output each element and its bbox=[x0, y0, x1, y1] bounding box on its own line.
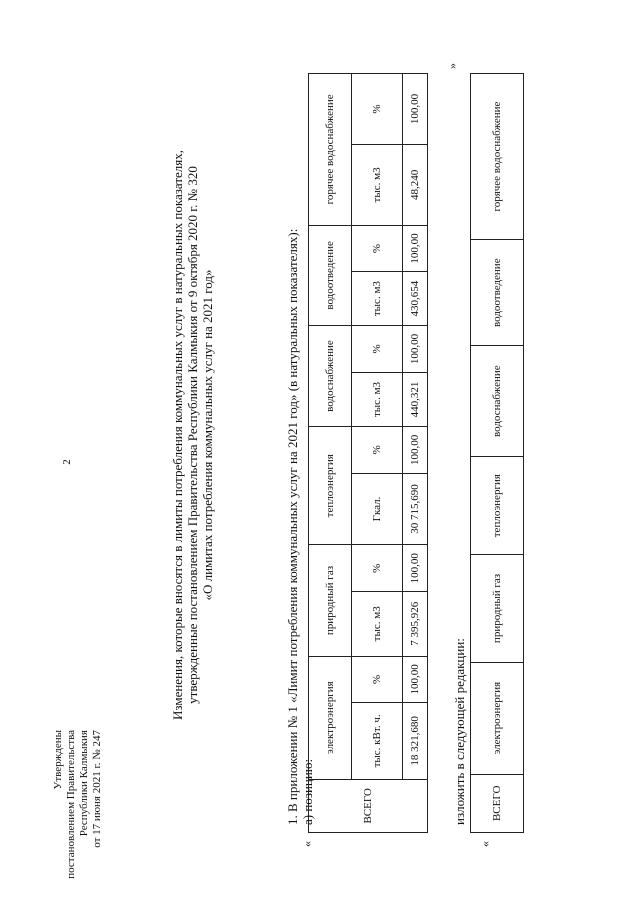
group-header: электроэнергия bbox=[471, 662, 524, 774]
unit-cell: % bbox=[352, 656, 403, 703]
item-1: 1. В приложении № 1 «Лимит потребления коммунальных услуг на 2021 год» (в натуральных показателях): bbox=[285, 228, 300, 825]
unit-cell: Гкал. bbox=[352, 473, 403, 545]
value-cell: 100,00 bbox=[403, 656, 428, 703]
open-quote: « bbox=[300, 841, 314, 847]
unit-cell: тыс. м3 bbox=[352, 591, 403, 656]
approval-line: постановлением Правительства bbox=[65, 730, 77, 879]
unit-cell: тыс. м3 bbox=[352, 372, 403, 426]
unit-cell: % bbox=[352, 545, 403, 592]
group-header: горячее водоснабжение bbox=[309, 74, 352, 226]
group-header: природный газ bbox=[471, 555, 524, 662]
approval-line: Республики Калмыкия bbox=[78, 730, 90, 837]
group-header: горячее водоснабжение bbox=[471, 74, 524, 240]
value-cell: 100,00 bbox=[403, 225, 428, 272]
document-title bbox=[170, 85, 215, 785]
value-cell: 7 395,926 bbox=[403, 591, 428, 656]
limits-table-new bbox=[470, 73, 524, 833]
value-cell: 100,00 bbox=[403, 325, 428, 372]
group-header: водоотведение bbox=[471, 240, 524, 346]
value-cell: 100,00 bbox=[403, 74, 428, 145]
approval-block bbox=[52, 730, 104, 879]
group-header: теплоэнергия bbox=[471, 456, 524, 554]
unit-cell: тыс. м3 bbox=[352, 145, 403, 226]
group-header: теплоэнергия bbox=[309, 427, 352, 545]
limits-table-old bbox=[308, 73, 428, 833]
group-header: водоснабжение bbox=[309, 325, 352, 426]
value-cell: 430,654 bbox=[403, 272, 428, 326]
approval-line: от 17 июня 2021 г. № 247 bbox=[91, 730, 103, 848]
restate-note: изложить в следующей редакции: bbox=[452, 638, 467, 825]
title-line: Изменения, которые вносятся в лимиты потребления коммунальных услуг в натуральных показателях, bbox=[170, 150, 185, 720]
group-header: водоснабжение bbox=[471, 346, 524, 457]
unit-cell: % bbox=[352, 225, 403, 272]
value-cell: 18 321,680 bbox=[403, 703, 428, 780]
group-header: водоотведение bbox=[309, 225, 352, 325]
unit-cell: % bbox=[352, 74, 403, 145]
title-line: утвержденные постановлением Правительства Республики Калмыкия от 9 октября 2020 г. № 320 bbox=[185, 166, 200, 704]
unit-cell: тыс. м3 bbox=[352, 272, 403, 326]
page-number: 2 bbox=[60, 459, 73, 465]
total-cell: ВСЕГО bbox=[309, 779, 428, 832]
total-cell: ВСЕГО bbox=[471, 774, 524, 832]
approval-line: Утверждены bbox=[52, 730, 64, 790]
unit-cell: % bbox=[352, 325, 403, 372]
value-cell: 100,00 bbox=[403, 427, 428, 474]
value-cell: 30 715,690 bbox=[403, 473, 428, 545]
close-quote: » bbox=[445, 63, 459, 69]
title-line: «О лимитах потребления коммунальных услуг на 2021 год» bbox=[200, 269, 215, 601]
open-quote-2: « bbox=[478, 841, 492, 847]
unit-cell: тыс. кВт. ч. bbox=[352, 703, 403, 780]
unit-cell: % bbox=[352, 427, 403, 474]
value-cell: 440,321 bbox=[403, 372, 428, 426]
group-header: электроэнергия bbox=[309, 656, 352, 779]
group-header: природный газ bbox=[309, 545, 352, 656]
value-cell: 100,00 bbox=[403, 545, 428, 592]
item-a: а) позицию: bbox=[300, 758, 315, 825]
value-cell: 48,240 bbox=[403, 145, 428, 226]
